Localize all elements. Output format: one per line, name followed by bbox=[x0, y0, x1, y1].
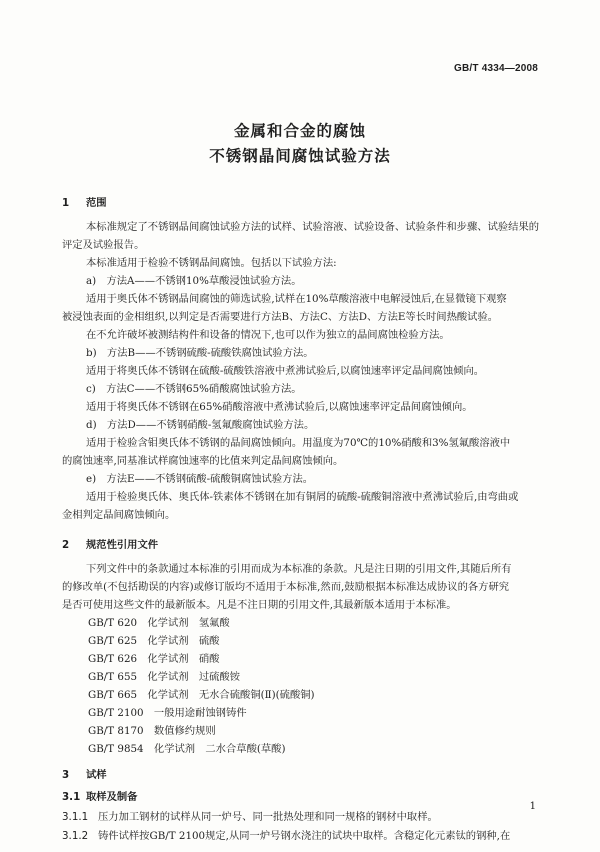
clause-3-1-1-number: 3.1.1 bbox=[62, 811, 89, 823]
list-item-a: a) 方法A——不锈钢10%草酸浸蚀试验方法。 bbox=[86, 275, 302, 287]
paragraph-line: 适用于将奥氏体不锈钢在硫酸-硫酸铁溶液中煮沸试验后,以腐蚀速率评定晶间腐蚀倾向。 bbox=[86, 365, 485, 377]
reference-item: GB/T 625 化学试剂 硫酸 bbox=[88, 635, 220, 647]
reference-item: GB/T 626 化学试剂 硝酸 bbox=[88, 653, 220, 665]
standard-number: GB/T 4334—2008 bbox=[454, 63, 538, 74]
reference-item: GB/T 620 化学试剂 氢氟酸 bbox=[88, 617, 230, 629]
document-title-line2: 不锈钢晶间腐蚀试验方法 bbox=[209, 147, 391, 165]
section-1-heading: 范围 bbox=[86, 197, 107, 209]
reference-item: GB/T 2100 一般用途耐蚀钢铸件 bbox=[88, 707, 247, 719]
paragraph-line: 被浸蚀表面的金相组织,以判定是否需要进行方法B、方法C、方法D、方法E等长时间热酸试验。 bbox=[62, 311, 499, 323]
subsection-3-1-heading: 取样及制备 bbox=[86, 791, 138, 803]
clause-3-1-2-number: 3.1.2 bbox=[62, 830, 89, 842]
paragraph-line: 适用于奥氏体不锈钢晶间腐蚀的筛选试验,试样在10%草酸溶液中电解浸蚀后,在显微镜下观察 bbox=[86, 293, 507, 305]
section-3-number: 3 bbox=[62, 769, 70, 781]
reference-item: GB/T 655 化学试剂 过硫酸铵 bbox=[88, 671, 241, 683]
list-item-c: c) 方法C——不锈钢65%硝酸腐蚀试验方法。 bbox=[86, 383, 302, 395]
paragraph-line: 下列文件中的条款通过本标准的引用而成为本标准的条款。凡是注日期的引用文件,其随后所有 bbox=[86, 563, 512, 575]
reference-item: GB/T 8170 数值修约规则 bbox=[88, 725, 216, 737]
paragraph-line: 本标准适用于检验不锈钢晶间腐蚀。包括以下试验方法: bbox=[86, 257, 337, 269]
paragraph-line: 金相判定晶间腐蚀倾向。 bbox=[62, 509, 176, 521]
paragraph-line: 的腐蚀速率,同基准试样腐蚀速率的比值来判定晶间腐蚀倾向。 bbox=[62, 455, 344, 467]
reference-item: GB/T 665 化学试剂 无水合硫酸铜(Ⅱ)(硫酸铜) bbox=[88, 689, 315, 701]
document-title-line1: 金属和合金的腐蚀 bbox=[233, 122, 366, 140]
paragraph-line: 本标准规定了不锈钢晶间腐蚀试验方法的试样、试验溶液、试验设备、试验条件和步骤、试验结果的 bbox=[86, 221, 540, 233]
paragraph-line: 是否可使用这些文件的最新版本。凡是不注日期的引用文件,其最新版本适用于本标准。 bbox=[62, 599, 457, 611]
section-2-heading: 规范性引用文件 bbox=[86, 539, 159, 551]
paragraph-line: 在不允许破坏被测结构件和设备的情况下,也可以作为独立的晶间腐蚀检验方法。 bbox=[86, 329, 450, 341]
paragraph-line: 适用于将奥氏体不锈钢在65%硝酸溶液中煮沸试验后,以腐蚀速率评定晶间腐蚀倾向。 bbox=[86, 401, 473, 413]
clause-3-1-2-text: 铸件试样按GB/T 2100规定,从同一炉号钢水浇注的试块中取样。含稳定化元素钛的钢种,在 bbox=[98, 830, 511, 842]
section-1-number: 1 bbox=[62, 197, 70, 209]
list-item-d: d) 方法D——不锈钢硝酸-氢氟酸腐蚀试验方法。 bbox=[86, 419, 315, 431]
clause-3-1-1-text: 压力加工钢材的试样从同一炉号、同一批热处理和同一规格的钢材中取样。 bbox=[98, 811, 438, 823]
list-item-e: e) 方法E——不锈钢硫酸-硫酸铜腐蚀试验方法。 bbox=[86, 473, 314, 485]
subsection-3-1-number: 3.1 bbox=[62, 791, 81, 803]
paragraph-line: 的修改单(不包括勘误的内容)或修订版均不适用于本标准,然而,鼓励根据本标准达成协议的各方研究 bbox=[62, 581, 510, 593]
section-3-heading: 试样 bbox=[86, 769, 107, 781]
paragraph-line: 适用于检验含钼奥氏体不锈钢的晶间腐蚀倾向。用温度为70℃的10%硝酸和3%氢氟酸溶液中 bbox=[86, 437, 511, 449]
reference-item: GB/T 9854 化学试剂 二水合草酸(草酸) bbox=[88, 743, 286, 755]
list-item-b: b) 方法B——不锈钢硫酸-硫酸铁腐蚀试验方法。 bbox=[86, 347, 314, 359]
paragraph-line: 评定及试验报告。 bbox=[62, 239, 145, 251]
page-number: 1 bbox=[529, 801, 536, 812]
section-2-number: 2 bbox=[62, 539, 70, 551]
paragraph-line: 适用于检验奥氏体、奥氏体-铁素体不锈钢在加有铜屑的硫酸-硫酸铜溶液中煮沸试验后,由弯曲或 bbox=[86, 491, 519, 503]
